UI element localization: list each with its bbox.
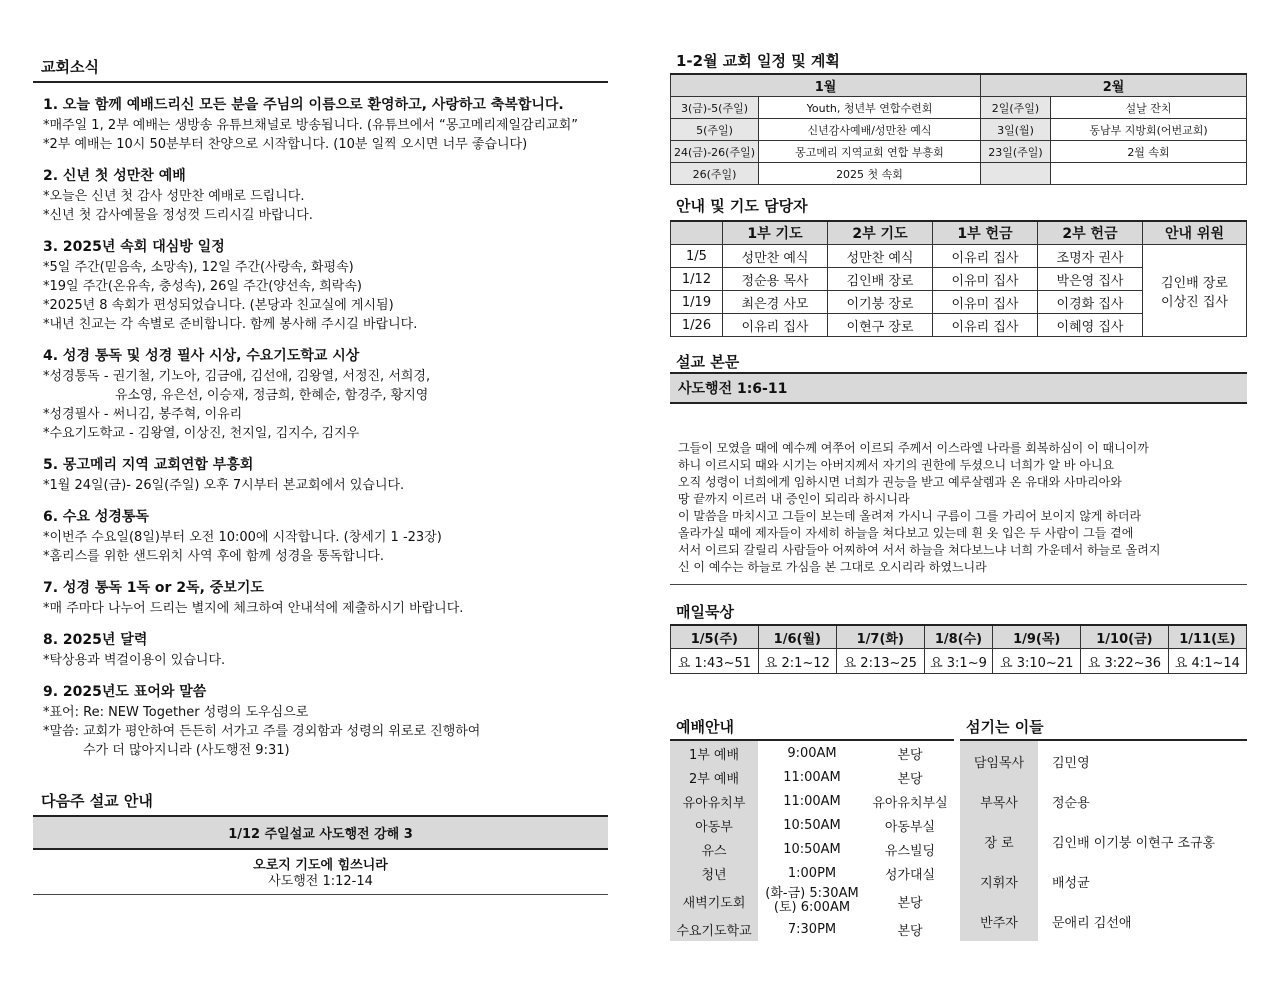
schedule-cell: 2월 속회	[1051, 141, 1247, 163]
duty-cell: 1/12	[671, 268, 723, 291]
schedule-title: 1-2월 교회 일정 및 계획	[676, 52, 840, 70]
servant-row	[960, 861, 1247, 901]
passage-line: 오직 성령이 너희에게 임하시면 너희가 권능을 받고 예루살렘과 온 유대와 사마리아와	[678, 475, 1122, 489]
next-sermon	[33, 784, 608, 895]
news-item-line: *2025년 8 속회가 편성되었습니다. (본당과 친교실에 게시됨)	[43, 298, 394, 313]
schedule-cell: 3(금)-5(주일)	[671, 97, 759, 119]
servant-role: 지휘자	[960, 861, 1038, 901]
next-sermon-heading: 오로지 기도에 힘쓰니라	[253, 858, 388, 873]
ushers-cell	[1143, 245, 1247, 337]
servant-role: 장 로	[960, 821, 1038, 861]
servant-names: 김인배 이기붕 이현구 조규홍	[1052, 835, 1216, 851]
news-item-title: 7. 성경 통독 1독 or 2독, 중보기도	[43, 580, 264, 596]
next-sermon-bar: 1/12 주일설교 사도행전 강해 3	[33, 815, 608, 850]
passage-line: 하니 이르시되 때와 시기는 아버지께서 자기의 권한에 두셨으니 너희가 알 바 아니요	[678, 458, 1115, 472]
schedule-cell: 3일(월)	[981, 119, 1051, 141]
worship-cell: 아동부	[670, 813, 758, 837]
duty-cell: 이기붕 장로	[828, 291, 933, 314]
duty-header: 1부 헌금	[933, 221, 1038, 245]
schedule-cell: Youth, 청년부 연합수련회	[759, 97, 981, 119]
servants-table	[960, 739, 1247, 941]
news-item-title: 4. 성경 통독 및 성경 필사 시상, 수요기도학교 시상	[43, 348, 360, 364]
news-item-line: *표어: Re: NEW Together 성령의 도우심으로	[43, 705, 309, 720]
worship-row	[670, 917, 954, 941]
servant-names: 배성균	[1052, 875, 1090, 891]
news-item	[43, 346, 598, 443]
daily-reading: 요 4:1~14	[1168, 649, 1246, 674]
worship-cell: 본당	[897, 747, 923, 763]
next-sermon-title: 다음주 설교 안내	[41, 792, 153, 810]
right-column	[670, 48, 1247, 939]
daily-reading: 요 2:1~12	[758, 649, 836, 674]
news-item	[43, 630, 598, 670]
worship-cell: 본당	[897, 895, 923, 911]
schedule-cell: 5(주일)	[671, 119, 759, 141]
passage-line: 그들이 모였을 때에 예수께 여쭈어 이르되 주께서 이스라엘 나라를 회복하심이 이 때니이까	[678, 441, 1149, 455]
sermon-reference: 사도행전 1:6-11	[670, 372, 1247, 404]
news-list	[33, 95, 608, 760]
servant-names: 김민영	[1052, 755, 1090, 771]
worship-cell: 수요기도학교	[670, 917, 758, 941]
worship-row	[670, 885, 954, 917]
duty-cell: 김인배 장로	[828, 268, 933, 291]
news-item-line: *19일 주간(온유속, 충성속), 26일 주간(양선속, 희락속)	[43, 279, 362, 294]
daily-reading: 요 3:22~36	[1081, 649, 1169, 674]
next-sermon-body	[33, 850, 608, 895]
news-item-line: *성경통독 - 권기철, 기노아, 김금애, 김선애, 김왕열, 서정진, 서희경,	[43, 369, 431, 384]
duty-cell: 1/5	[671, 245, 723, 268]
duty-cell: 이유리 집사	[933, 245, 1038, 268]
passage-line: 서서 이르되 갈릴리 사람들아 어찌하여 서서 하늘을 쳐다보느냐 너희 가운데서 하늘로 올려지	[678, 543, 1161, 557]
worship-cell: 1:00PM	[787, 865, 837, 881]
worship-cell: 2부 예배	[670, 765, 758, 789]
bottom-area	[670, 714, 1247, 939]
daily-table	[670, 624, 1247, 674]
servant-row	[960, 781, 1247, 821]
daily-day: 1/9(목)	[993, 625, 1081, 649]
duty-cell: 이유리 집사	[933, 314, 1038, 337]
worship-cell: 9:00AM	[787, 745, 837, 761]
news-item-line: *매 주마다 나누어 드리는 별지에 체크하여 안내석에 제출하시기 바랍니다.	[43, 601, 464, 616]
schedule-cell: 설날 잔치	[1051, 97, 1247, 119]
schedule-cell	[981, 163, 1051, 185]
passage-line: 땅 끝까지 이르러 내 증인이 되리라 하시니라	[678, 492, 910, 506]
schedule-cell: 신년감사예배/성만찬 예식	[759, 119, 981, 141]
news-item	[43, 455, 598, 495]
news-item-line: *매주일 1, 2부 예배는 생방송 유튜브채널로 방송됩니다. (유튜브에서 “몽고메리제일감리교회”	[43, 118, 578, 133]
news-item	[43, 578, 598, 618]
news-item-line: *신년 첫 감사예물을 정성껏 드리시길 바랍니다.	[43, 208, 313, 223]
duty-cell: 최은경 사모	[723, 291, 828, 314]
daily-title: 매일묵상	[676, 603, 734, 621]
daily-day: 1/11(토)	[1168, 625, 1246, 649]
sermon-passage	[670, 404, 1247, 585]
worship-cell: 7:30PM	[787, 921, 837, 937]
worship-cell: 1부 예배	[670, 740, 758, 765]
duty-cell: 정순용 목사	[723, 268, 828, 291]
schedule-month-2: 2월	[981, 74, 1247, 97]
news-item-line: *말씀: 교회가 평안하여 든든히 서가고 주를 경외함과 성령의 위로로 진행하여	[43, 724, 481, 739]
duty-row	[671, 245, 1247, 268]
duty-title: 안내 및 기도 담당자	[676, 197, 808, 215]
news-item-line: *수요기도학교 - 김왕열, 이상진, 천지일, 김지수, 김지우	[43, 426, 360, 441]
duty-header: 안내 위원	[1143, 221, 1247, 245]
news-item-title: 8. 2025년 달력	[43, 632, 148, 648]
worship-cell: 본당	[897, 923, 923, 939]
schedule-month-1: 1월	[671, 74, 981, 97]
worship-cell: 10:50AM	[783, 841, 841, 857]
duty-table	[670, 220, 1247, 337]
worship-cell: 본당	[897, 771, 923, 787]
news-item-title: 2. 신년 첫 성만찬 예배	[43, 168, 186, 184]
news-item	[43, 95, 598, 154]
news-item-line: *2부 예배는 10시 50분부터 찬양으로 시작합니다. (10분 일찍 오시면 너무 좋습니다)	[43, 137, 528, 152]
daily-reading: 요 3:10~21	[993, 649, 1081, 674]
servant-names: 정순용	[1052, 795, 1090, 811]
worship-row	[670, 861, 954, 885]
worship-cell: 11:00AM	[783, 793, 841, 809]
worship-cell: 10:50AM	[783, 817, 841, 833]
duty-cell: 1/19	[671, 291, 723, 314]
duty-cell: 이유리 집사	[723, 314, 828, 337]
daily-day: 1/6(월)	[758, 625, 836, 649]
worship-cell: 11:00AM	[783, 769, 841, 785]
news-item-line: *1월 24일(금)- 26일(주일) 오후 7시부터 본교회에서 있습니다.	[43, 478, 405, 493]
schedule-cell: 23일(주일)	[981, 141, 1051, 163]
duty-cell: 이현구 장로	[828, 314, 933, 337]
duty-header: 2부 헌금	[1038, 221, 1143, 245]
news-item-title: 6. 수요 성경통독	[43, 509, 149, 525]
usher-name: 김인배 장로	[1161, 275, 1228, 291]
worship-cell: 새벽기도회	[670, 885, 758, 917]
duty-cell: 이유미 집사	[933, 291, 1038, 314]
duty-header: 1부 기도	[723, 221, 828, 245]
daily-reading: 요 3:1~9	[924, 649, 993, 674]
daily-day: 1/7(화)	[836, 625, 924, 649]
duty-cell: 박은영 집사	[1038, 268, 1143, 291]
duty-cell: 조명자 권사	[1038, 245, 1143, 268]
worship-table	[670, 739, 954, 941]
worship-cell: 청년	[670, 861, 758, 885]
worship-title: 예배안내	[676, 718, 734, 736]
duty-cell: 이경화 집사	[1038, 291, 1143, 314]
servants-title: 섬기는 이들	[966, 718, 1044, 736]
news-title: 교회소식	[33, 50, 608, 83]
news-item-line: 유소영, 유은선, 이승재, 정금희, 한혜순, 함경주, 황지영	[115, 388, 429, 403]
servants-block	[960, 714, 1247, 941]
news-item	[43, 682, 598, 760]
news-item-title: 3. 2025년 속회 대심방 일정	[43, 239, 225, 255]
next-sermon-scripture: 사도행전 1:12-14	[268, 874, 373, 889]
news-item-title: 5. 몽고메리 지역 교회연합 부흥회	[43, 457, 254, 473]
duty-cell: 1/26	[671, 314, 723, 337]
worship-block	[670, 714, 954, 941]
news-item-line: *5일 주간(믿음속, 소망속), 12일 주간(사랑속, 화평속)	[43, 260, 354, 275]
servant-role: 반주자	[960, 901, 1038, 941]
news-item-title: 1. 오늘 함께 예배드리신 모든 분을 주님의 이름으로 환영하고, 사랑하고 축복합니다.	[43, 97, 564, 113]
sermon-title: 설교 본문	[676, 353, 740, 371]
schedule-cell: 2일(주일)	[981, 97, 1051, 119]
schedule-row	[671, 97, 1247, 119]
servant-role: 담임목사	[960, 740, 1038, 781]
daily-day: 1/10(금)	[1081, 625, 1169, 649]
worship-row	[670, 837, 954, 861]
usher-name: 이상진 집사	[1161, 294, 1228, 310]
duty-cell: 성만찬 예식	[828, 245, 933, 268]
worship-row	[670, 740, 954, 765]
schedule-row	[671, 163, 1247, 185]
duty-cell: 이혜영 집사	[1038, 314, 1143, 337]
servant-row	[960, 901, 1247, 941]
schedule-cell: 2025 첫 속회	[759, 163, 981, 185]
schedule-cell: 24(금)-26(주일)	[671, 141, 759, 163]
daily-reading: 요 2:13~25	[836, 649, 924, 674]
duty-header: 2부 기도	[828, 221, 933, 245]
passage-line: 이 말씀을 마치시고 그들이 보는데 올려져 가시니 구름이 그를 가리어 보이지 않게 하더라	[678, 509, 1142, 523]
worship-cell: 유스	[670, 837, 758, 861]
schedule-row	[671, 119, 1247, 141]
daily-day: 1/8(수)	[924, 625, 993, 649]
news-item-line: *내년 친교는 각 속별로 준비합니다. 함께 봉사해 주시길 바랍니다.	[43, 317, 418, 332]
news-item-line: 수가 더 많아지니라 (사도행전 9:31)	[83, 743, 290, 758]
daily-day: 1/5(주)	[671, 625, 759, 649]
worship-row	[670, 765, 954, 789]
worship-cell: 유스빌딩	[884, 843, 936, 859]
news-item-line: *성경필사 - 써니김, 봉주혁, 이유리	[43, 407, 243, 422]
schedule-cell	[1051, 163, 1247, 185]
schedule-table	[670, 73, 1247, 185]
news-item	[43, 237, 598, 334]
worship-cell: (화-금) 5:30AM (토) 6:00AM	[765, 886, 859, 915]
servant-names: 문애리 김선애	[1052, 915, 1132, 931]
servant-role: 부목사	[960, 781, 1038, 821]
duty-cell: 이유미 집사	[933, 268, 1038, 291]
news-item-line: *이번주 수요일(8일)부터 오전 10:00에 시작합니다. (창세기 1 -23장)	[43, 530, 442, 545]
servant-row	[960, 740, 1247, 781]
news-item-line: *오늘은 신년 첫 감사 성만찬 예배로 드립니다.	[43, 189, 305, 204]
worship-cell: 아동부실	[884, 819, 936, 835]
passage-line: 신 이 예수는 하늘로 가심을 본 그대로 오시리라 하였느니라	[678, 560, 987, 574]
news-item-line: *홈리스를 위한 샌드위치 사역 후에 함께 성경을 통독합니다.	[43, 549, 384, 564]
worship-cell: 유아유치부	[670, 789, 758, 813]
schedule-row	[671, 141, 1247, 163]
worship-cell: 성가대실	[884, 867, 936, 883]
worship-row	[670, 813, 954, 837]
servant-row	[960, 821, 1247, 861]
duty-header	[671, 221, 723, 245]
daily-reading: 요 1:43~51	[671, 649, 759, 674]
news-item	[43, 166, 598, 225]
news-item	[43, 507, 598, 566]
worship-cell: 유아유치부실	[872, 795, 948, 811]
news-item-line: *탁상용과 벽걸이용이 있습니다.	[43, 653, 226, 668]
news-item-title: 9. 2025년도 표어와 말씀	[43, 684, 207, 700]
duty-cell: 성만찬 예식	[723, 245, 828, 268]
schedule-cell: 동남부 지방회(어번교회)	[1051, 119, 1247, 141]
left-column	[33, 50, 608, 895]
passage-line: 올라가실 때에 제자들이 자세히 하늘을 쳐다보고 있는데 흰 옷 입은 두 사람이 그들 곁에	[678, 526, 1134, 540]
schedule-cell: 몽고메리 지역교회 연합 부흥회	[759, 141, 981, 163]
schedule-cell: 26(주일)	[671, 163, 759, 185]
worship-row	[670, 789, 954, 813]
